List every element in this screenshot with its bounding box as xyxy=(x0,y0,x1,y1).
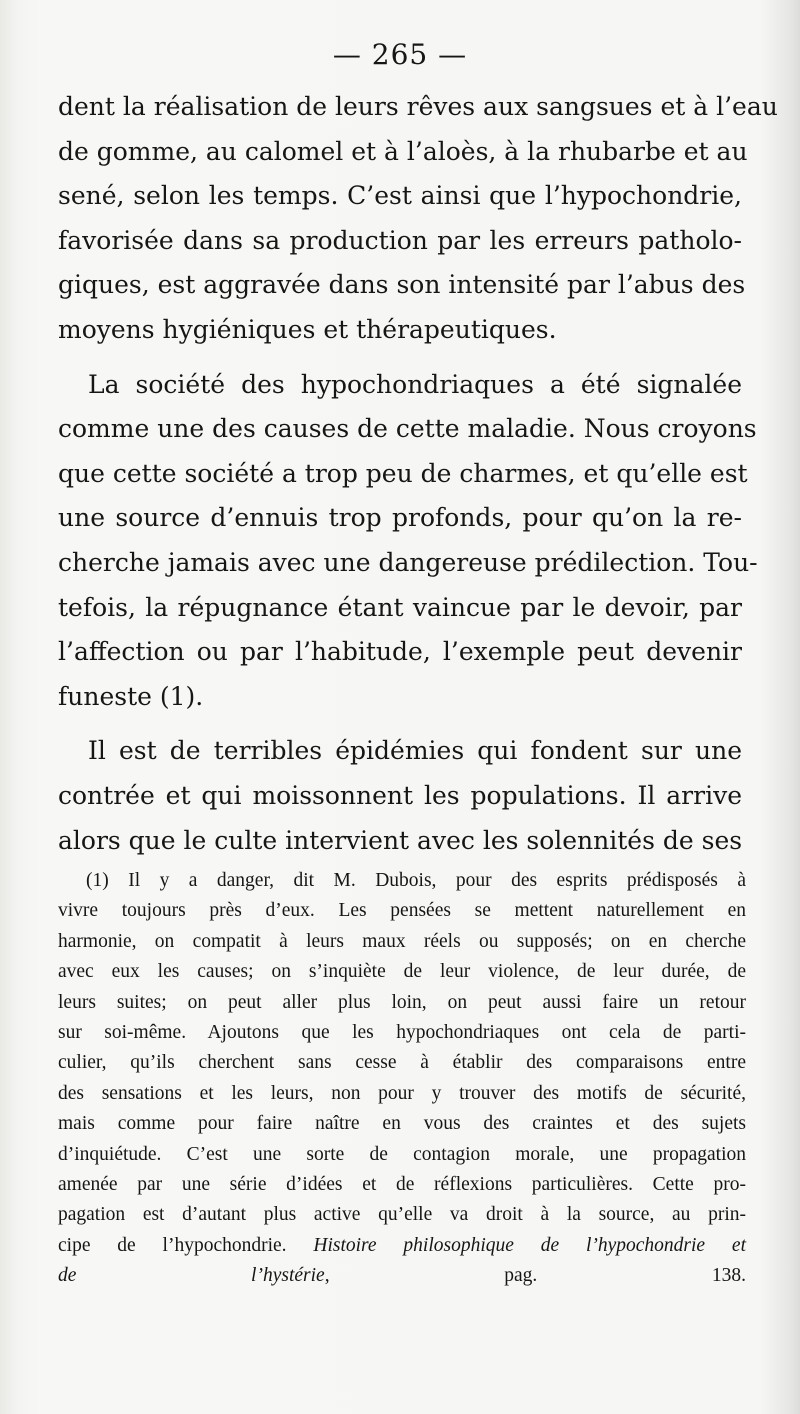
footnote-citation-line xyxy=(58,1231,746,1261)
text-line: comme une des causes de cette maladie. Nous croyons xyxy=(58,414,757,444)
footnote-line: mais comme pour faire naître en vous des craintes et des sujets xyxy=(58,1113,746,1135)
footnote-line: harmonie, on compatit à leurs maux réels ou supposés; on en cherche xyxy=(58,930,746,952)
footnote-citation-line xyxy=(58,1261,746,1291)
page-number: — 265 — xyxy=(332,38,468,71)
text-line: sené, selon les temps. C’est ainsi que l’hypochondrie, xyxy=(58,181,742,211)
text-line: Il est de terribles épidémies qui fondent sur une xyxy=(88,736,742,766)
text-line: une source d’ennuis trop profonds, pour qu’on la re- xyxy=(58,503,742,533)
text-line: cherche jamais avec une dangereuse prédilection. Tou- xyxy=(58,547,758,577)
footnote-line: sur soi-même. Ajoutons que les hypochondriaques ont cela de parti- xyxy=(58,1022,746,1044)
footnote-line: vivre toujours près d’eux. Les pensées se mettent naturellement en xyxy=(58,900,746,922)
paragraph-3 xyxy=(58,729,742,863)
text-line: favorisée dans sa production par les erreurs patholo- xyxy=(58,225,742,255)
footnote-line: avec eux les causes; on s’inquiète de leur violence, de leur durée, de xyxy=(58,961,746,983)
footnote-line: des sensations et les leurs, non pour y trouver des motifs de sécurité, xyxy=(58,1082,746,1104)
footnote-line: pagation est d’autant plus active qu’elle va droit à la source, au prin- xyxy=(58,1204,746,1226)
text-line: l’affection ou par l’habitude, l’exemple peut devenir xyxy=(58,637,742,667)
text-line: dent la réalisation de leurs rêves aux sangsues et à l’eau xyxy=(58,92,778,121)
footnote-line: (1) Il y a danger, dit M. Dubois, pour des esprits prédisposés à xyxy=(86,870,746,891)
text-line: moyens hygiéniques et thérapeutiques. xyxy=(58,314,557,344)
text-line: de gomme, au calomel et à l’aloès, à la rhubarbe et au xyxy=(58,136,748,166)
text-line: tefois, la répugnance étant vaincue par le devoir, par xyxy=(58,592,742,622)
text-line: que cette société a trop peu de charmes, et qu’elle est xyxy=(58,458,748,488)
citation-title: de l’hystérie xyxy=(58,1265,325,1287)
text-line: giques, est aggravée dans son intensité par l’abus des xyxy=(58,270,746,300)
body-text xyxy=(58,85,778,873)
footnote-line: culier, qu’ils cherchent sans cesse à établir des comparaisons entre xyxy=(58,1052,746,1074)
footnote xyxy=(58,866,746,1292)
text-line: alors que le culte intervient avec les solennités de ses xyxy=(58,825,743,855)
paragraph-2 xyxy=(58,363,758,720)
paragraph-1 xyxy=(58,85,778,353)
text-line: contrée et qui moissonnent les populations. Il arrive xyxy=(58,780,742,810)
citation-page: , pag. 138. xyxy=(324,1265,746,1287)
footnote-line: d’inquiétude. C’est une sorte de contagion morale, une propagation xyxy=(58,1143,746,1165)
citation-title: Histoire philosophique de l’hypochondrie et xyxy=(313,1234,746,1256)
text-line: funeste (1). xyxy=(58,681,204,711)
footnote-text: cipe de l’hypochondrie. xyxy=(58,1234,314,1256)
text-line: La société des hypochondriaques a été signalée xyxy=(88,369,742,399)
footnote-line: leurs suites; on peut aller plus loin, on peut aussi faire un retour xyxy=(58,991,746,1013)
footnote-line: amenée par une série d’idées et de réflexions particulières. Cette pro- xyxy=(58,1174,746,1196)
